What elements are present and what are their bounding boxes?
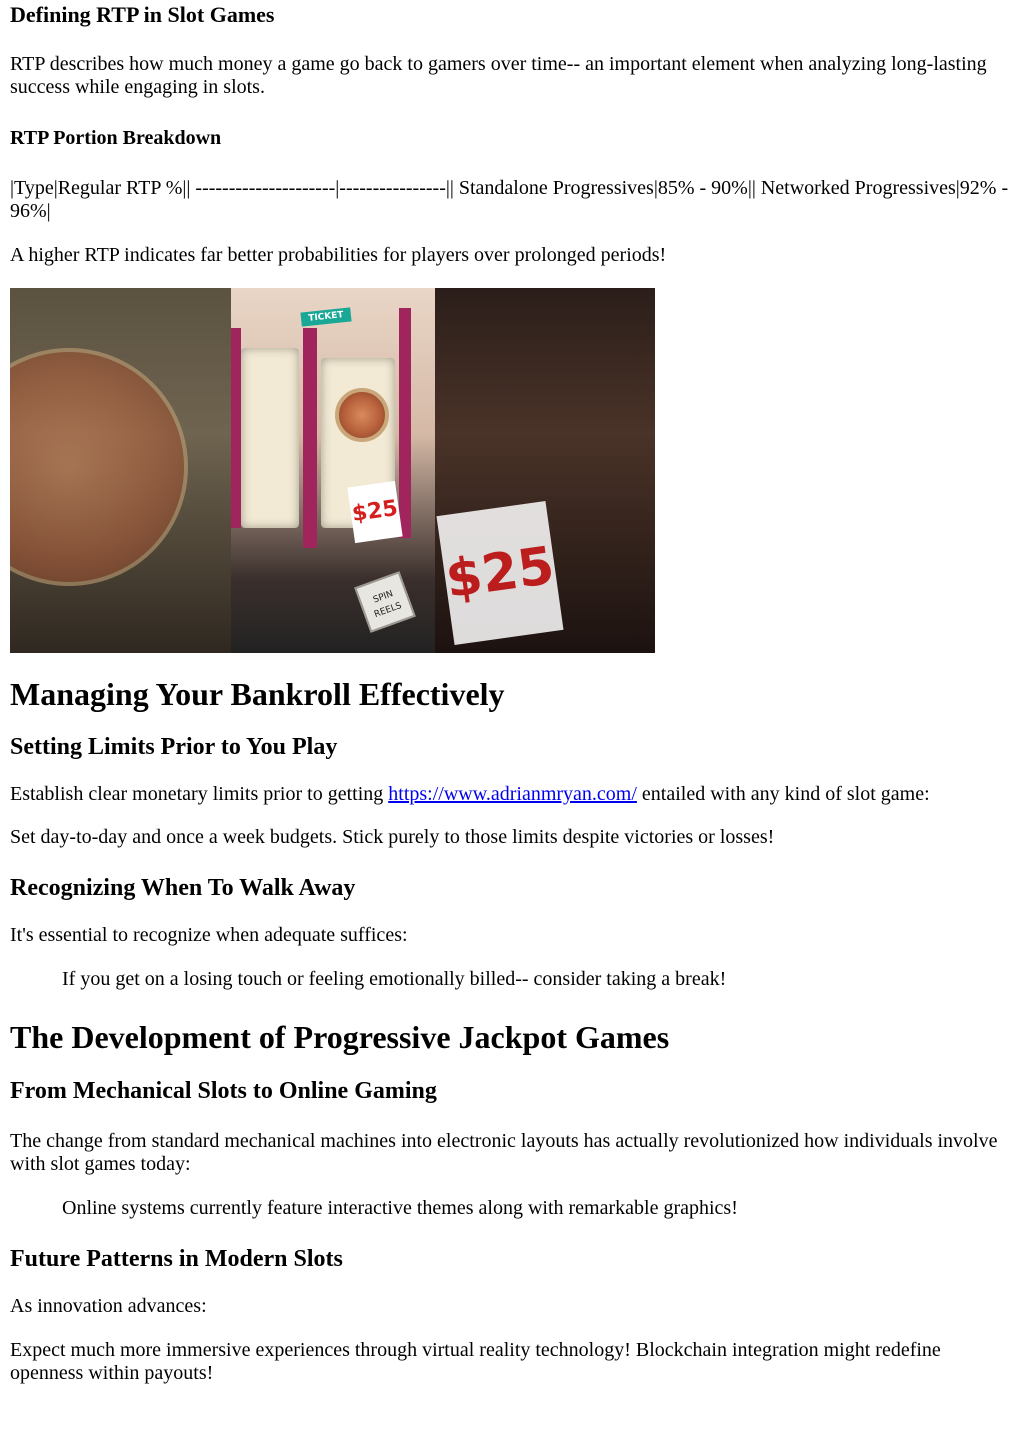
reel-1: [241, 348, 299, 528]
spin-reels-button-icon: SPIN REELS: [354, 571, 416, 633]
limits-paragraph: [10, 783, 1014, 806]
bankroll-subheading-walk-away: Recognizing When To Walk Away: [10, 875, 356, 901]
ticket-label: TICKET: [300, 307, 351, 326]
reel-stripe-mid: [303, 328, 317, 548]
progressive-subheading-future: Future Patterns in Modern Slots: [10, 1246, 343, 1272]
limits-text-after: entailed with any kind of slot game:: [636, 783, 930, 805]
mechanical-paragraph: The change from standard mechanical machines into electronic layouts has actually revolutionized how individuals involve with slot games today:: [10, 1130, 998, 1175]
bankroll-subheading-limits: Setting Limits Prior to You Play: [10, 734, 338, 760]
photo-panel-right: [435, 288, 655, 653]
price-label-25-large: $25: [436, 501, 563, 645]
rtp-note: A higher RTP indicates far better probabilities for players over prolonged periods!: [10, 244, 667, 266]
section-heading-bankroll: Managing Your Bankroll Effectively: [10, 676, 505, 712]
reel-stripe-left: [231, 328, 241, 528]
walk-away-quote: If you get on a losing touch or feeling emotionally billed-- consider taking a break!: [62, 968, 727, 990]
section-heading-rtp: Defining RTP in Slot Games: [10, 2, 275, 27]
photo-panel-middle: [231, 288, 435, 653]
future-paragraph: Expect much more immersive experiences through virtual reality technology! Blockchain integration might redefine openness within payouts!: [10, 1339, 941, 1384]
budgets-paragraph: Set day-to-day and once a week budgets. Stick purely to those limits despite victories or losses!: [10, 826, 775, 848]
slot-machine-photo: [10, 288, 655, 653]
photo-panel-left: [10, 288, 231, 653]
adrianmryan-link[interactable]: https://www.adrianmryan.com/: [388, 783, 637, 805]
reel-emblem-icon: [335, 388, 389, 442]
reel-stripe-right: [399, 308, 411, 538]
rtp-table-text: |Type|Regular RTP %|| ---------------------|----------------|| Standalone Progressives|85% - 90%|| Networked Progressives|92% - 96%|: [10, 177, 1009, 222]
progressive-subheading-mechanical: From Mechanical Slots to Online Gaming: [10, 1078, 437, 1104]
section-heading-progressive: The Development of Progressive Jackpot Games: [10, 1019, 670, 1055]
diamond-emblem-icon: [10, 348, 188, 586]
rtp-paragraph: RTP describes how much money a game go back to gamers over time-- an important element when analyzing long-lasting success while engaging in slots.: [10, 53, 987, 98]
online-systems-quote: Online systems currently feature interactive themes along with remarkable graphics!: [62, 1197, 738, 1219]
price-label-25: $25: [347, 481, 402, 543]
walk-away-paragraph: It's essential to recognize when adequate suffices:: [10, 924, 408, 946]
rtp-subheading: RTP Portion Breakdown: [10, 127, 222, 149]
limits-text-before: Establish clear monetary limits prior to getting: [10, 783, 389, 805]
innovation-paragraph: As innovation advances:: [10, 1295, 207, 1317]
